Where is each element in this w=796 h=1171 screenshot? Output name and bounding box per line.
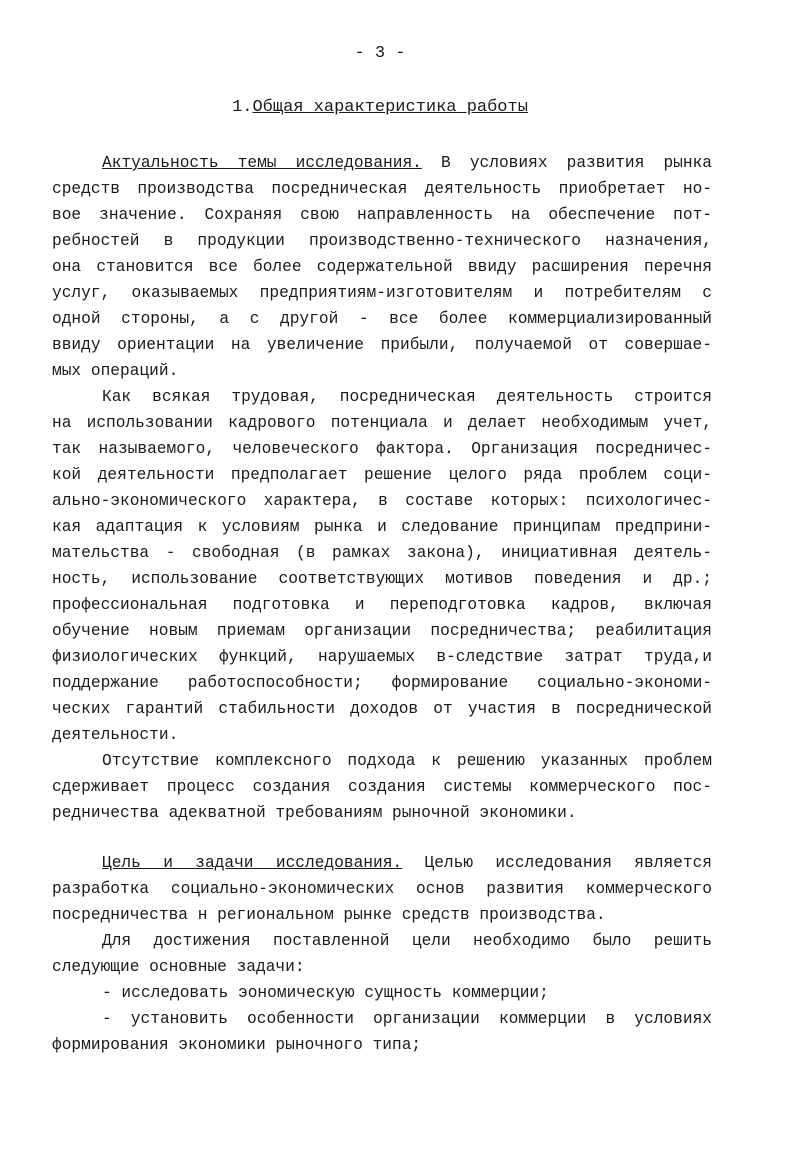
paragraph-line: деятельности. (52, 726, 179, 744)
paragraph-line: формирования экономики рыночного типа; (52, 1036, 422, 1054)
paragraph-line: редничества адекватной требованиям рыночной экономики. (52, 804, 577, 822)
paragraph-line: следующие основные задачи: (52, 958, 305, 976)
paragraph-line: она становится все более содержательной ввиду расширения перечня (52, 258, 712, 276)
paragraph-line: кая адаптация к условиям рынка и следование принципам предприни- (52, 518, 712, 536)
paragraph-line: посредничества н региональном рынке средств производства. (52, 906, 606, 924)
paragraph-line: ребностей в продукции производственно-технического назначения, (52, 232, 712, 250)
paragraph-line: средств производства посредническая деятельность приобретает но- (52, 180, 712, 198)
paragraph-line: ально-экономического характера, в составе которых: психологичес- (52, 492, 712, 510)
relevance-heading: Актуальность темы исследования. (102, 154, 422, 172)
paragraph-line: вое значение. Сохраняя свою направленность на обеспечение пот- (52, 206, 712, 224)
paragraph-line: ность, использование соответствующих мотивов поведения и др.; (52, 570, 712, 588)
paragraph-line: ввиду ориентации на увеличение прибыли, получаемой от совершае- (52, 336, 712, 354)
paragraph-line: сдерживает процесс создания создания системы коммерческого пос- (52, 778, 712, 796)
paragraph-line: мательства - свободная (в рамках закона), инициативная деятель- (52, 544, 712, 562)
paragraph-line: поддержание работоспособности; формирование социально-экономи- (52, 674, 712, 692)
paragraph-line: Отсутствие комплексного подхода к решению указанных проблем (102, 752, 712, 770)
paragraph-line: Как всякая трудовая, посредническая деятельность строится (102, 388, 712, 406)
paragraph-line: так называемого, человеческого фактора. Организация посредничес- (52, 440, 712, 458)
paragraph-line: физиологических функций, нарушаемых в-следствие затрат труда,и (52, 648, 712, 666)
paragraph-line: ческих гарантий стабильности доходов от участия в посреднической (52, 700, 712, 718)
goals-heading: Цель и задачи исследования. (102, 854, 403, 872)
paragraph-line: Цель и задачи исследования. Целью исследования является (102, 854, 712, 872)
task-item: - исследовать эономическую сущность коммерции; (102, 984, 549, 1002)
section-title-text: Общая характеристика работы (252, 98, 528, 117)
section-number: 1. (232, 98, 253, 117)
paragraph-line: кой деятельности предполагает решение целого ряда проблем соци- (52, 466, 712, 484)
page-number: - 3 - (354, 44, 406, 63)
paragraph-line: услуг, оказываемых предприятиям-изготовителям и потребителям с (52, 284, 712, 302)
task-item: - установить особенности организации коммерции в условиях (102, 1010, 712, 1028)
paragraph-line: профессиональная подготовка и переподготовка кадров, включая (52, 596, 712, 614)
paragraph-line: Актуальность темы исследования. В условиях развития рынка (102, 154, 712, 172)
paragraph-line: на использовании кадрового потенциала и делает необходимым учет, (52, 414, 712, 432)
section-title (0, 98, 760, 117)
paragraph-line: разработка социально-экономических основ развития коммерческого (52, 880, 712, 898)
paragraph-line: мых операций. (52, 362, 179, 380)
paragraph-line: Для достижения поставленной цели необходимо было решить (102, 932, 712, 950)
paragraph-line: обучение новым приемам организации посредничества; реабилитация (52, 622, 712, 640)
paragraph-line: одной стороны, а с другой - все более коммерциализированный (52, 310, 712, 328)
